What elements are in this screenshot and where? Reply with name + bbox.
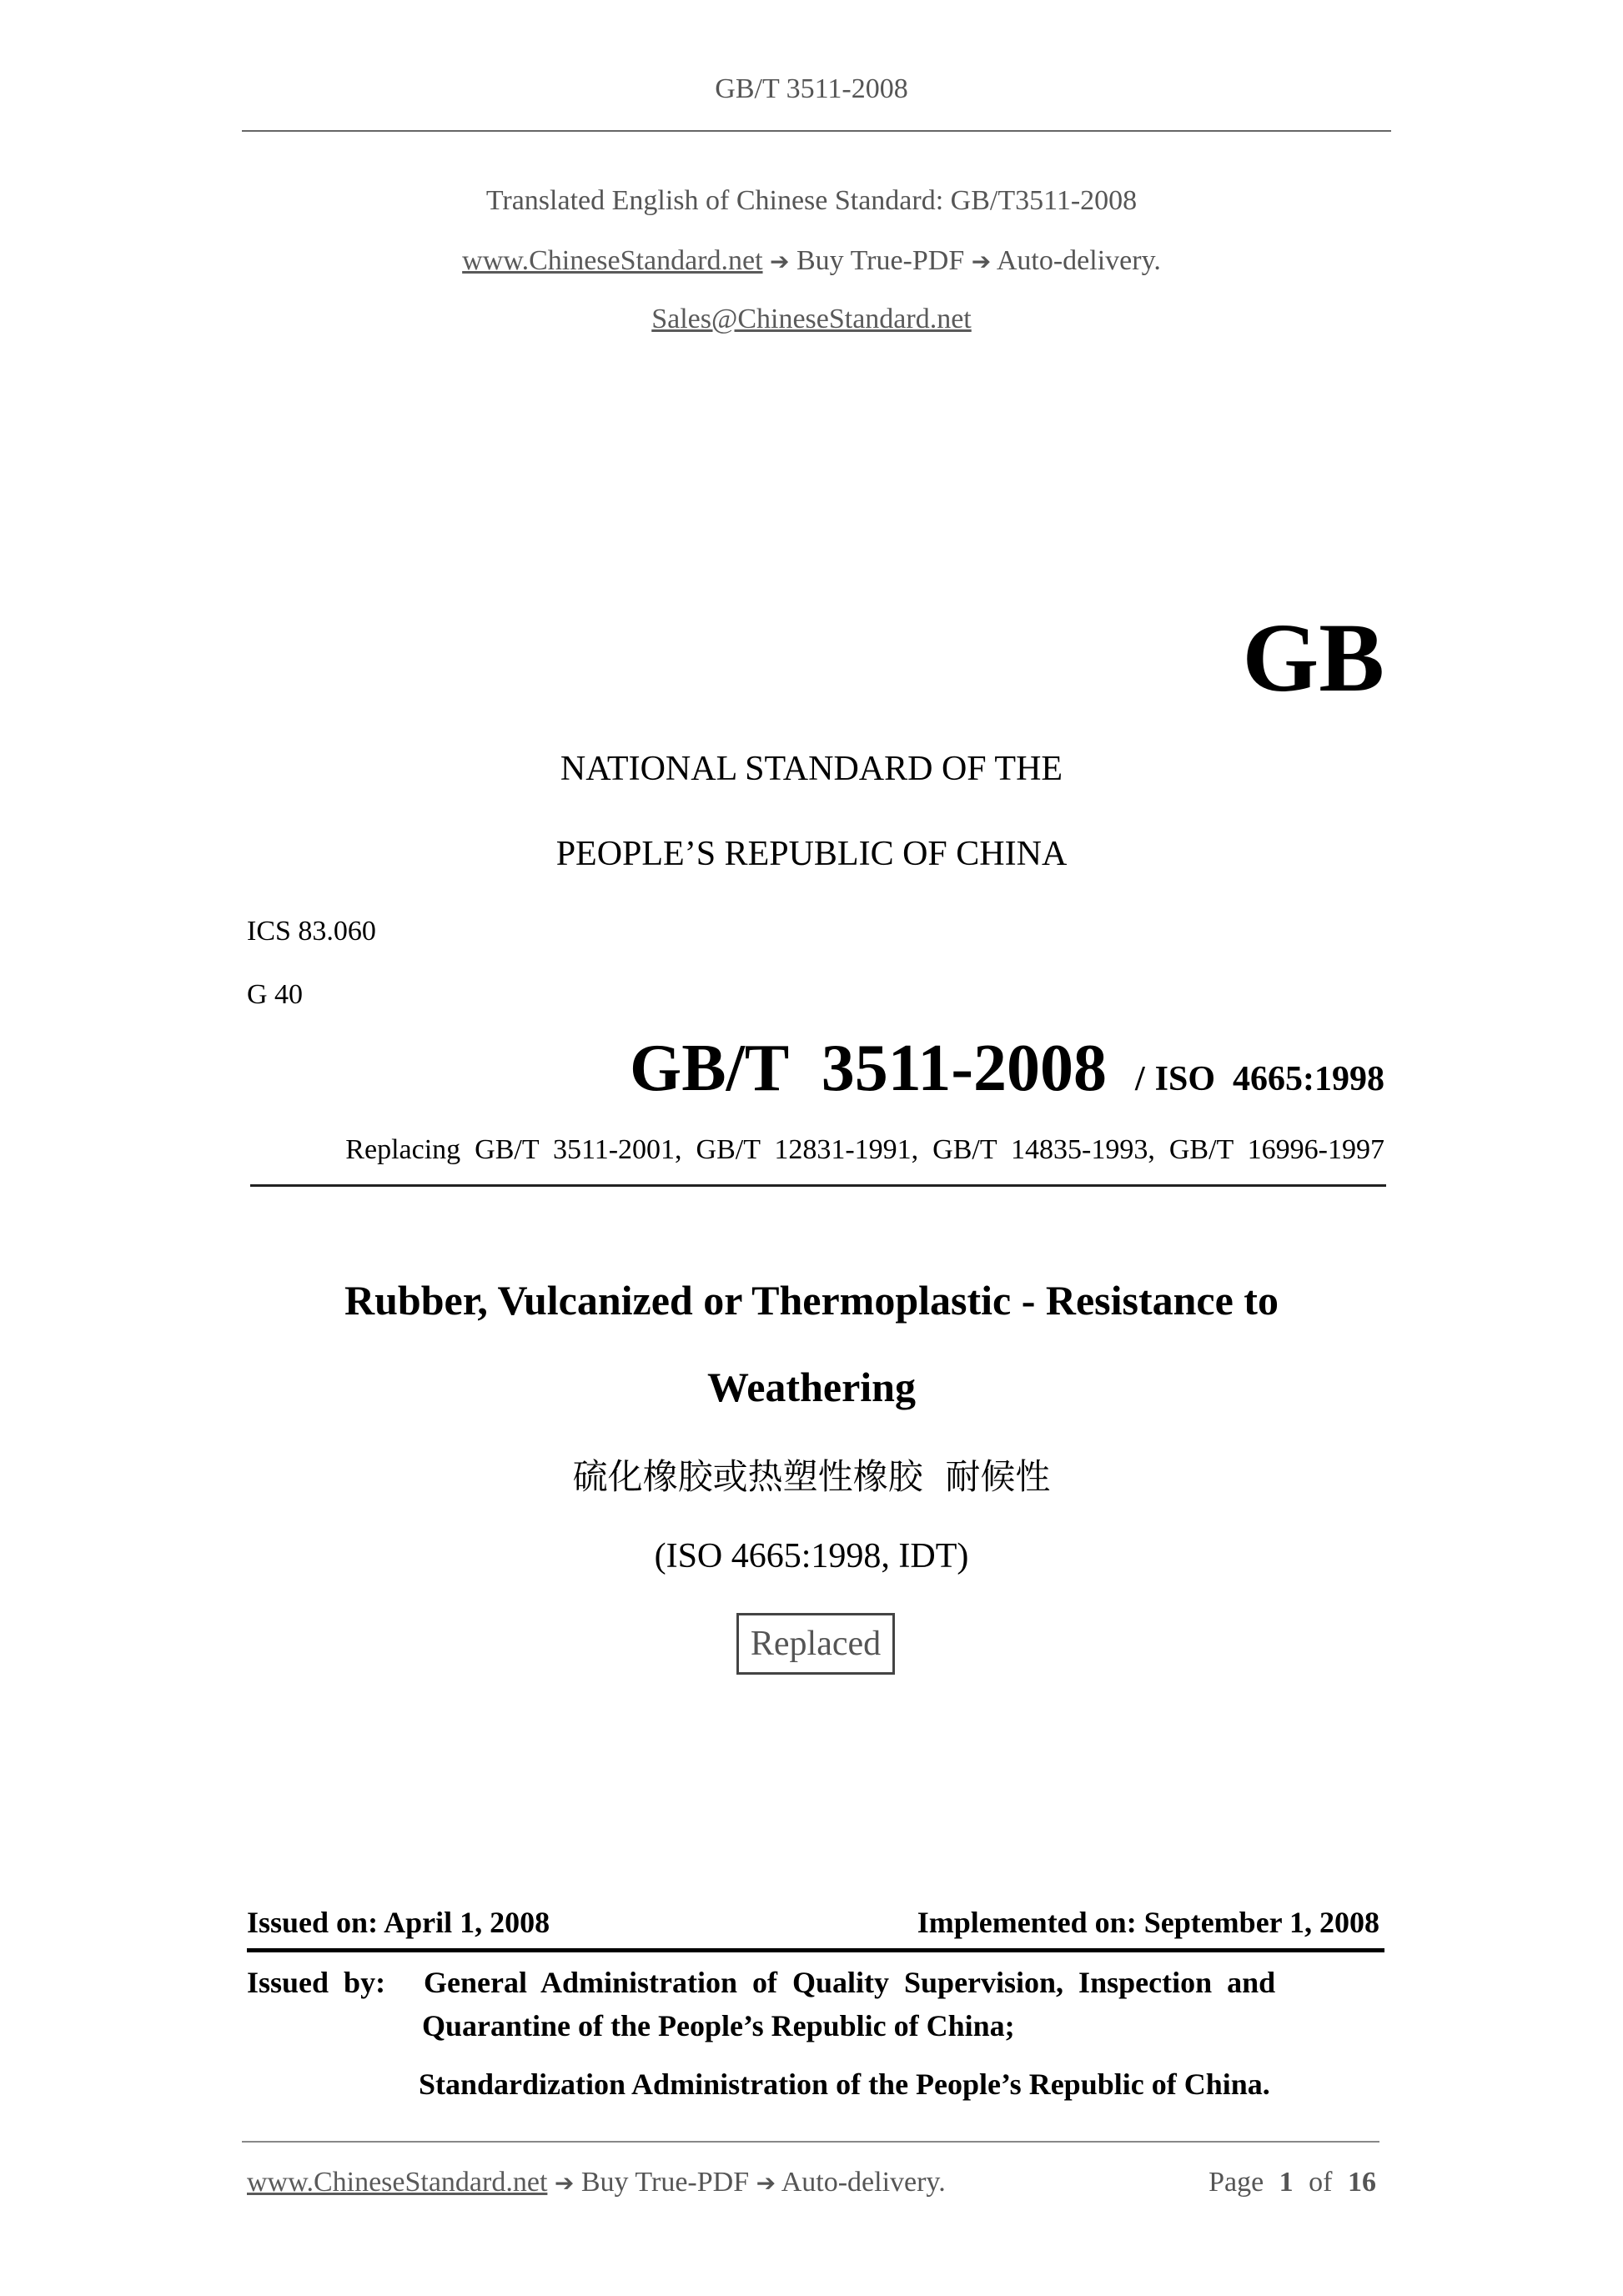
page-total: 16: [1348, 2167, 1376, 2198]
gb-mark: GB: [1242, 603, 1384, 712]
page-word: Page: [1208, 2167, 1264, 2198]
title-chinese: 硫化橡胶或热塑性橡胶 耐候性: [572, 1456, 1051, 1497]
iso-slash: /: [1134, 1060, 1145, 1098]
header-rule: [242, 130, 1391, 132]
footer-site-link[interactable]: www.ChineseStandard.net: [247, 2167, 548, 2198]
header-delivery-text: Auto-delivery.: [996, 245, 1161, 276]
iso-reference: ISO 4665:1998: [1154, 1060, 1384, 1098]
issue-rule: [247, 1948, 1384, 1952]
issued-on: Issued on: April 1, 2008: [247, 1906, 550, 1939]
footer-buy-text: Buy True-PDF: [580, 2167, 750, 2198]
arrow-icon: ➔: [756, 2169, 776, 2197]
equivalence-note: (ISO 4665:1998, IDT): [654, 1537, 969, 1575]
arrow-icon: ➔: [554, 2169, 575, 2197]
replaced-stamp: [736, 1613, 895, 1675]
header-email-line: [0, 304, 1623, 335]
national-line-2: PEOPLE’S REPUBLIC OF CHINA: [555, 835, 1068, 873]
of-word: of: [1309, 2167, 1333, 2198]
standard-number: GB/T 3511-2008: [630, 1032, 1107, 1105]
header-buy-text: Buy True-PDF: [796, 245, 965, 276]
issuer-1-line-2: Quarantine of the People’s Republic of China;: [422, 2009, 1015, 2042]
issued-by-label: Issued by:: [247, 1966, 386, 1999]
implemented-on: Implemented on: September 1, 2008: [917, 1906, 1379, 1939]
translation-line: Translated English of Chinese Standard: GB/T3511-2008: [485, 185, 1138, 216]
page-number: 1: [1279, 2167, 1294, 2198]
email-link[interactable]: Sales@ChineseStandard.net: [651, 304, 972, 334]
running-title: GB/T 3511-2008: [715, 73, 908, 104]
header-site-link[interactable]: www.ChineseStandard.net: [462, 245, 763, 276]
title-line-2: Weathering: [707, 1364, 916, 1410]
ccs-code: G 40: [247, 979, 304, 1010]
standard-number-line: [630, 1031, 1384, 1107]
number-rule: [250, 1184, 1386, 1187]
arrow-icon: ➔: [971, 248, 992, 275]
arrow-icon: ➔: [770, 248, 790, 275]
footer-delivery-text: Auto-delivery.: [781, 2167, 946, 2198]
national-line-1: NATIONAL STANDARD OF THE: [560, 750, 1063, 788]
replacing-line: Replacing GB/T 3511-2001, GB/T 12831-1991, GB/T 14835-1993, GB/T 16996-1997: [345, 1134, 1384, 1165]
footer-rule: [242, 2141, 1379, 2143]
ics-code: ICS 83.060: [247, 916, 376, 947]
replaced-stamp-text: Replaced: [750, 1625, 882, 1663]
footer-site-line: [247, 2167, 946, 2198]
title-line-1: Rubber, Vulcanized or Thermoplastic - Resistance to: [344, 1277, 1279, 1324]
page-indicator: [1208, 2167, 1376, 2198]
issuer-1-line-1: General Administration of Quality Supervision, Inspection and: [424, 1966, 1276, 1999]
issuer-2: Standardization Administration of the People’s Republic of China.: [419, 2067, 1270, 2101]
header-site-line: [0, 245, 1623, 277]
